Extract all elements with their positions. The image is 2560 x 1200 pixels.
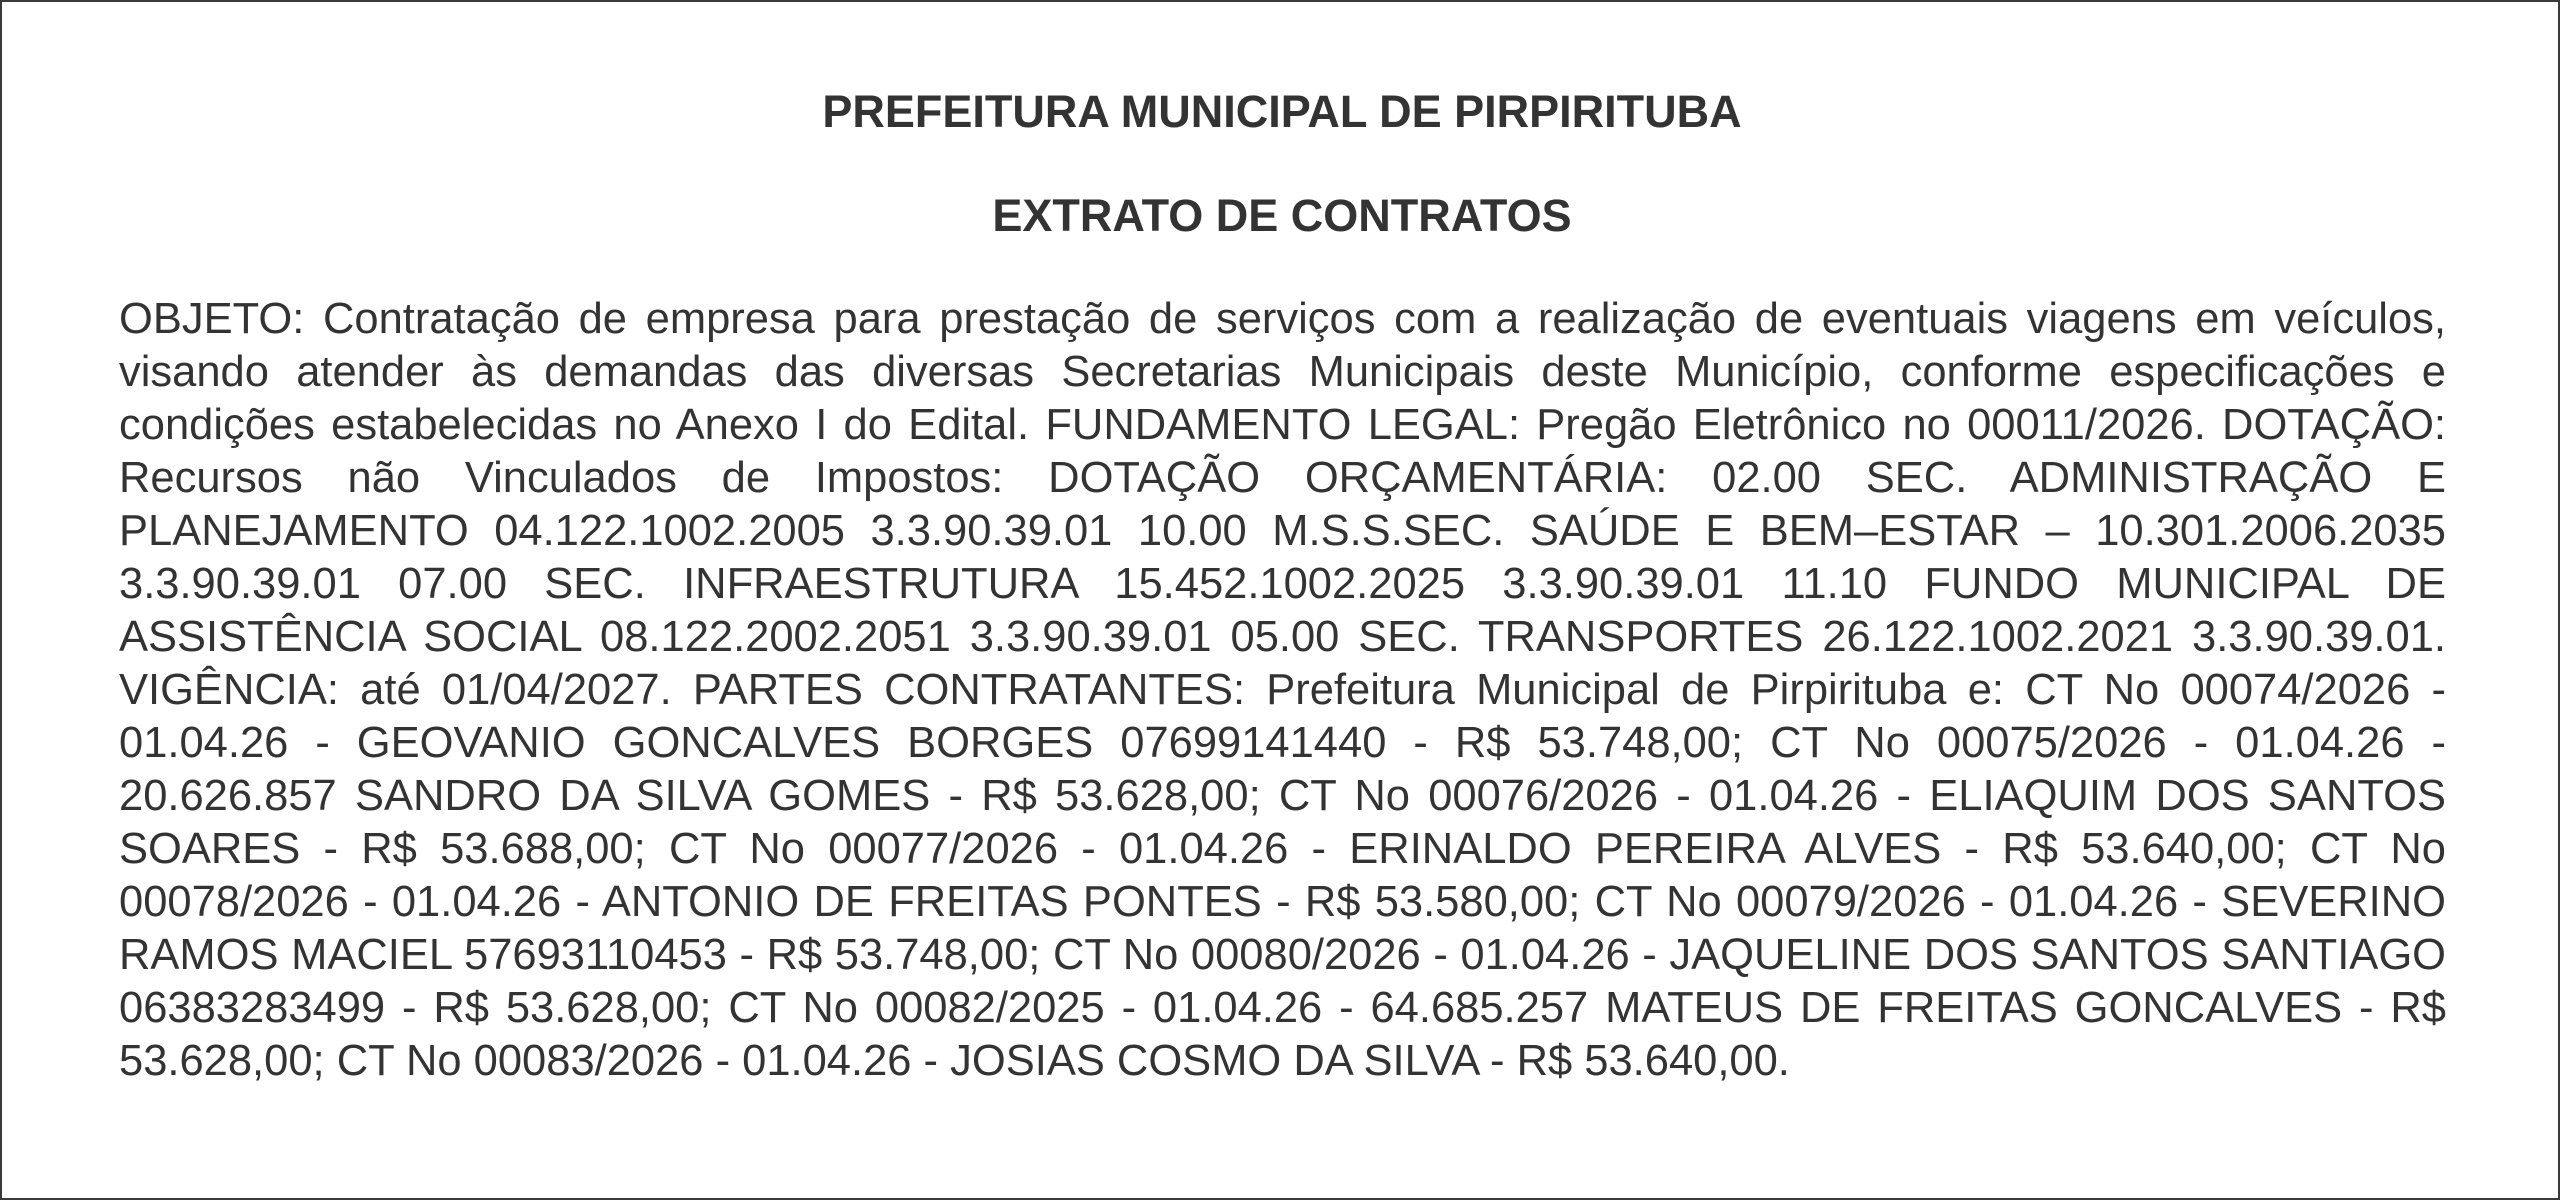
notice-body: OBJETO: Contratação de empresa para prestação de serviços com a realização de eventuais viagens em veículos, visando atender às demandas das diversas Secretarias Municipais deste Município, conforme especificações e condições estabelecidas no Anexo I do Edital. FUNDAMENTO LEGAL: Pregão Eletrônico no 00011/2026. DOTAÇÃO: Recursos não Vinculados de Impostos: DOTAÇÃO ORÇAMENTÁRIA: 02.00 SEC. ADMINISTRAÇÃO E PLANEJAMENTO 04.122.1002.2005 3.3.90.39.01 10.00 M.S.S.SEC. SAÚDE E BEM–ESTAR – 10.301.2006.2035 3.3.90.39.01 07.00 SEC. INFRAESTRUTURA 15.452.1002.2025 3.3.90.39.01 11.10 FUNDO MUNICIPAL DE ASSISTÊNCIA SOCIAL 08.122.2002.2051 3.3.90.39.01 05.00 SEC. TRANSPORTES 26.122.1002.2021 3.3.90.39.01. VIGÊNCIA: até 01/04/2027. PARTES CONTRATANTES: Prefeitura Municipal de Pirpirituba e: CT No 00074/2026 - 01.04.26 - GEOVANIO GONCALVES BORGES 07699141440 - R$ 53.748,00; CT No 00075/2026 - 01.04.26 - 20.626.857 SANDRO DA SILVA GOMES - R$ 53.628,00; CT No 00076/2026 - 01.04.26 - ELIAQUIM DOS SANTOS SOARES - R$ 53.688,00; CT No 00077/2026 - 01.04.26 - ERINALDO PEREIRA ALVES - R$ 53.640,00; CT No 00078/2026 - 01.04.26 - ANTONIO DE FREITAS PONTES - R$ 53.580,00; CT No 00079/2026 - 01.04.26 - SEVERINO RAMOS MACIEL 57693110453 - R$ 53.748,00; CT No 00080/2026 - 01.04.26 - JAQUELINE DOS SANTOS SANTIAGO 06383283499 - R$ 53.628,00; CT No 00082/2025 - 01.04.26 - 64.685.257 MATEUS DE FREITAS GONCALVES - R$ 53.628,00; CT No 00083/2026 - 01.04.26 - JOSIAS COSMO DA SILVA - R$ 53.640,00.	[119, 295, 2446, 1085]
notice-subheading: EXTRATO DE CONTRATOS	[992, 190, 1572, 241]
notice-heading: PREFEITURA MUNICIPAL DE PIRPIRITUBA	[822, 86, 1742, 137]
